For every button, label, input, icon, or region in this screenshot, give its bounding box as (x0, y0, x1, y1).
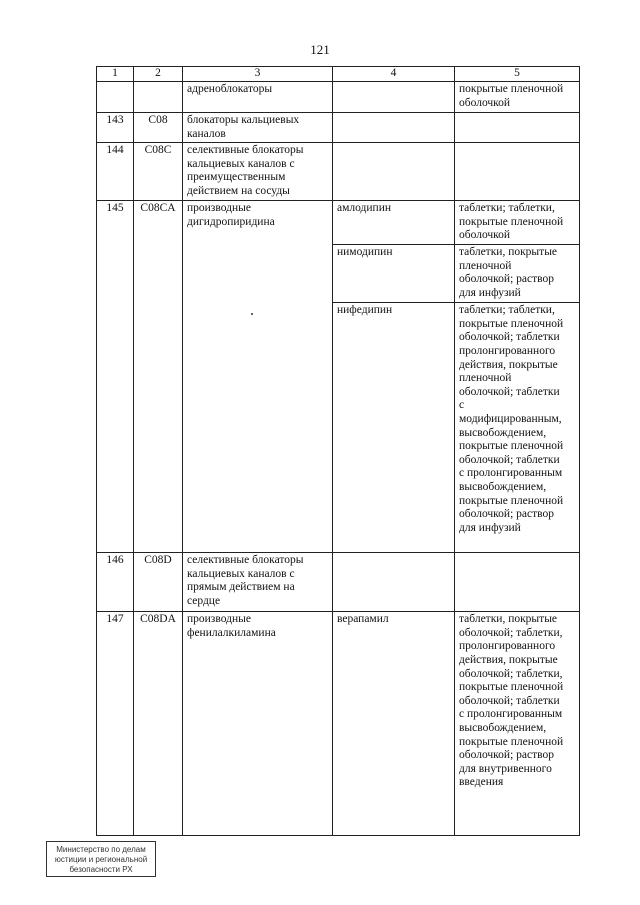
drug-name: верапамил (333, 612, 455, 836)
dosage-forms: покрытые пленочной оболочкой (455, 82, 580, 113)
row-number: 145 (97, 201, 134, 553)
drug-name: нимодипин (333, 245, 455, 303)
header-col-5: 5 (455, 67, 580, 82)
row-number: 144 (97, 143, 134, 201)
dosage-forms: таблетки, покрытые оболочкой; таблетки, пролонгированного действия, покрытые оболочкой; таблетки, покрытые пленочной оболочкой; таблетки с пролонгированным высвобождением, покрытые пленочной оболочкой; раствор для внутривенного введения (455, 612, 580, 836)
stray-dot (251, 313, 253, 315)
atc-code: C08D (134, 553, 183, 612)
dosage-forms: таблетки, покрытые пленочной оболочкой; раствор для инфузий (455, 245, 580, 303)
header-col-4: 4 (333, 67, 455, 82)
table-row-144 (97, 143, 580, 201)
drug-classification-table (96, 66, 580, 836)
page-number: 121 (310, 42, 330, 57)
anatomic-group: адреноблокаторы (183, 82, 333, 113)
row-number: 143 (97, 113, 134, 143)
dosage-forms: таблетки; таблетки, покрытые пленочной оболочкой; таблетки пролонгированного действия, покрытые пленочной оболочкой; таблетки с модифицированным, высвобождением, покрытые пленочной оболочкой; таблетки с пролонгированным высвобождением, покрытые пленочной оболочкой; раствор для инфузий (455, 303, 580, 553)
dosage-forms (455, 113, 580, 143)
anatomic-group: селективные блокаторы кальциевых каналов с прямым действием на сердце (183, 553, 333, 612)
drug-name (333, 82, 455, 113)
drug-name (333, 113, 455, 143)
drug-name (333, 143, 455, 201)
atc-code: C08CA (134, 201, 183, 553)
anatomic-group: производные фенилалкиламина (183, 612, 333, 836)
ministry-stamp: Министерство по делам юстиции и региональной безопасности РХ (46, 841, 156, 877)
drug-name: нифедипин (333, 303, 455, 553)
table-header-row (97, 67, 580, 82)
dosage-forms: таблетки; таблетки, покрытые пленочной оболочкой (455, 201, 580, 245)
header-col-1: 1 (97, 67, 134, 82)
anatomic-group: блокаторы кальциевых каналов (183, 113, 333, 143)
atc-code: C08DA (134, 612, 183, 836)
row-number (97, 82, 134, 113)
table-row-continuation (97, 82, 580, 113)
atc-code: C08C (134, 143, 183, 201)
anatomic-group: селективные блокаторы кальциевых каналов с преимущественным действием на сосуды (183, 143, 333, 201)
atc-code (134, 82, 183, 113)
dosage-forms (455, 143, 580, 201)
table-row-143 (97, 113, 580, 143)
row-number: 147 (97, 612, 134, 836)
header-col-3: 3 (183, 67, 333, 82)
drug-name: амлодипин (333, 201, 455, 245)
dosage-forms (455, 553, 580, 612)
drug-name (333, 553, 455, 612)
header-col-2: 2 (134, 67, 183, 82)
table-row-145 (97, 201, 580, 245)
row-number: 146 (97, 553, 134, 612)
table-row-147 (97, 612, 580, 836)
table-row-146 (97, 553, 580, 612)
atc-code: C08 (134, 113, 183, 143)
anatomic-group: производные дигидропиридина (183, 201, 333, 553)
